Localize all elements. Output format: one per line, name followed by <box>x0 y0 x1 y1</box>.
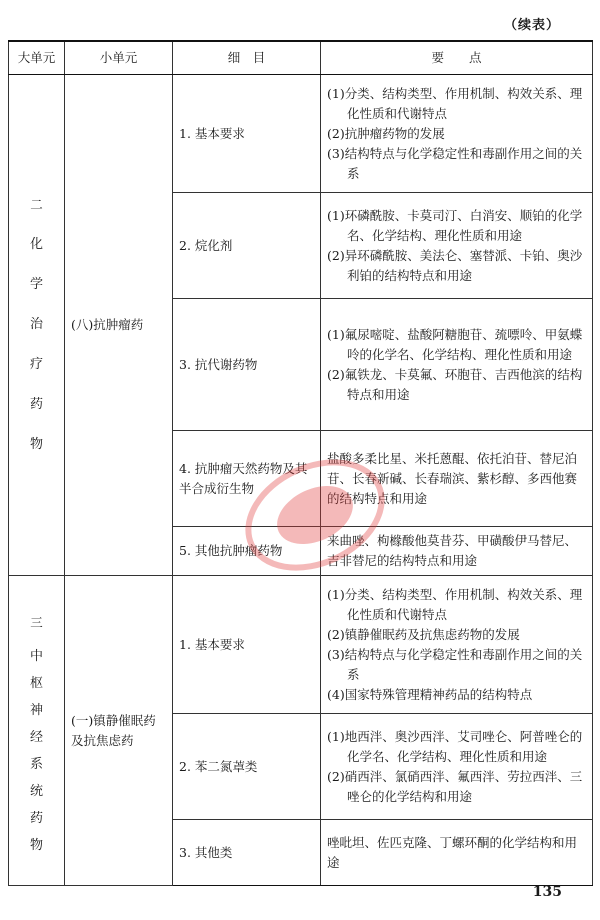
header-subunit: 小单元 <box>65 41 173 75</box>
point-text: 唑吡坦、佐匹克隆、丁螺环酮的化学结构和用途 <box>327 834 578 870</box>
unit-cell <box>9 75 65 576</box>
syllabus-table <box>8 40 593 886</box>
unit-number: 三 <box>30 614 43 630</box>
table-row <box>9 75 593 193</box>
table-row <box>9 576 593 714</box>
points-cell <box>321 820 593 886</box>
header-item: 细 目 <box>173 41 321 75</box>
points-cell <box>321 75 593 193</box>
unit-cell <box>9 576 65 886</box>
unit-number: 二 <box>30 197 43 212</box>
item-cell: 2. 苯二氮䓬类 <box>173 714 321 820</box>
item-cell: 5. 其他抗肿瘤药物 <box>173 527 321 576</box>
page-number: 135 <box>532 884 562 900</box>
point-text: (1)分类、结构类型、作用机制、构效关系、理化性质和代谢特点 <box>327 586 583 622</box>
item-cell: 3. 抗代谢药物 <box>173 299 321 431</box>
subunit-cell: (一)镇静催眠药及抗焦虑药 <box>65 576 173 886</box>
points-cell <box>321 299 593 431</box>
unit-name: 化学治疗药物 <box>29 237 43 452</box>
header-unit: 大单元 <box>9 41 65 75</box>
point-text: (4)国家特殊管理精神药品的结构特点 <box>327 686 533 702</box>
item-cell: 3. 其他类 <box>173 820 321 886</box>
item-cell: 4. 抗肿瘤天然药物及其半合成衍生物 <box>173 431 321 527</box>
point-text: (1)环磷酰胺、卡莫司汀、白消安、顺铂的化学名、化学结构、理化性质和用途 <box>327 207 583 243</box>
point-text: (1)分类、结构类型、作用机制、构效关系、理化性质和代谢特点 <box>327 85 583 121</box>
header-row <box>9 41 593 75</box>
subunit-cell: (八)抗肿瘤药 <box>65 75 173 576</box>
point-text: (2)镇静催眠药及抗焦虑药物的发展 <box>327 626 520 642</box>
point-text: 盐酸多柔比星、米托蒽醌、依托泊苷、替尼泊苷、长春新碱、长春瑞滨、紫杉醇、多西他赛的结构特点和用途 <box>327 450 578 506</box>
point-text: (2)抗肿瘤药物的发展 <box>327 125 445 141</box>
item-cell: 1. 基本要求 <box>173 75 321 193</box>
point-text: (3)结构特点与化学稳定性和毒副作用之间的关系 <box>327 646 583 682</box>
point-text: (2)异环磷酰胺、美法仑、塞替派、卡铂、奥沙利铂的结构特点和用途 <box>327 247 583 283</box>
points-cell <box>321 431 593 527</box>
item-cell: 1. 基本要求 <box>173 576 321 714</box>
point-text: 来曲唑、枸橼酸他莫昔芬、甲磺酸伊马替尼、吉非替尼的结构特点和用途 <box>327 533 578 568</box>
point-text: (3)结构特点与化学稳定性和毒副作用之间的关系 <box>327 145 583 181</box>
continued-label: （续表） <box>503 18 560 33</box>
point-text: (1)地西泮、奥沙西泮、艾司唑仑、阿普唑仑的化学名、化学结构、理化性质和用途 <box>327 728 583 764</box>
points-cell <box>321 576 593 714</box>
points-cell <box>321 193 593 299</box>
points-cell <box>321 527 593 576</box>
item-cell: 2. 烷化剂 <box>173 193 321 299</box>
point-text: (2)硝西泮、氯硝西泮、氟西泮、劳拉西泮、三唑仑的化学结构和用途 <box>327 768 583 804</box>
point-text: (2)氟铁龙、卡莫氟、环胞苷、吉西他滨的结构特点和用途 <box>327 366 583 402</box>
point-text: (1)氟尿嘧啶、盐酸阿糖胞苷、巯嘌呤、甲氨蝶呤的化学名、化学结构、理化性质和用途 <box>327 326 583 362</box>
points-cell <box>321 714 593 820</box>
unit-name: 中枢神经系统药物 <box>29 648 43 853</box>
header-points: 要 点 <box>321 41 593 75</box>
